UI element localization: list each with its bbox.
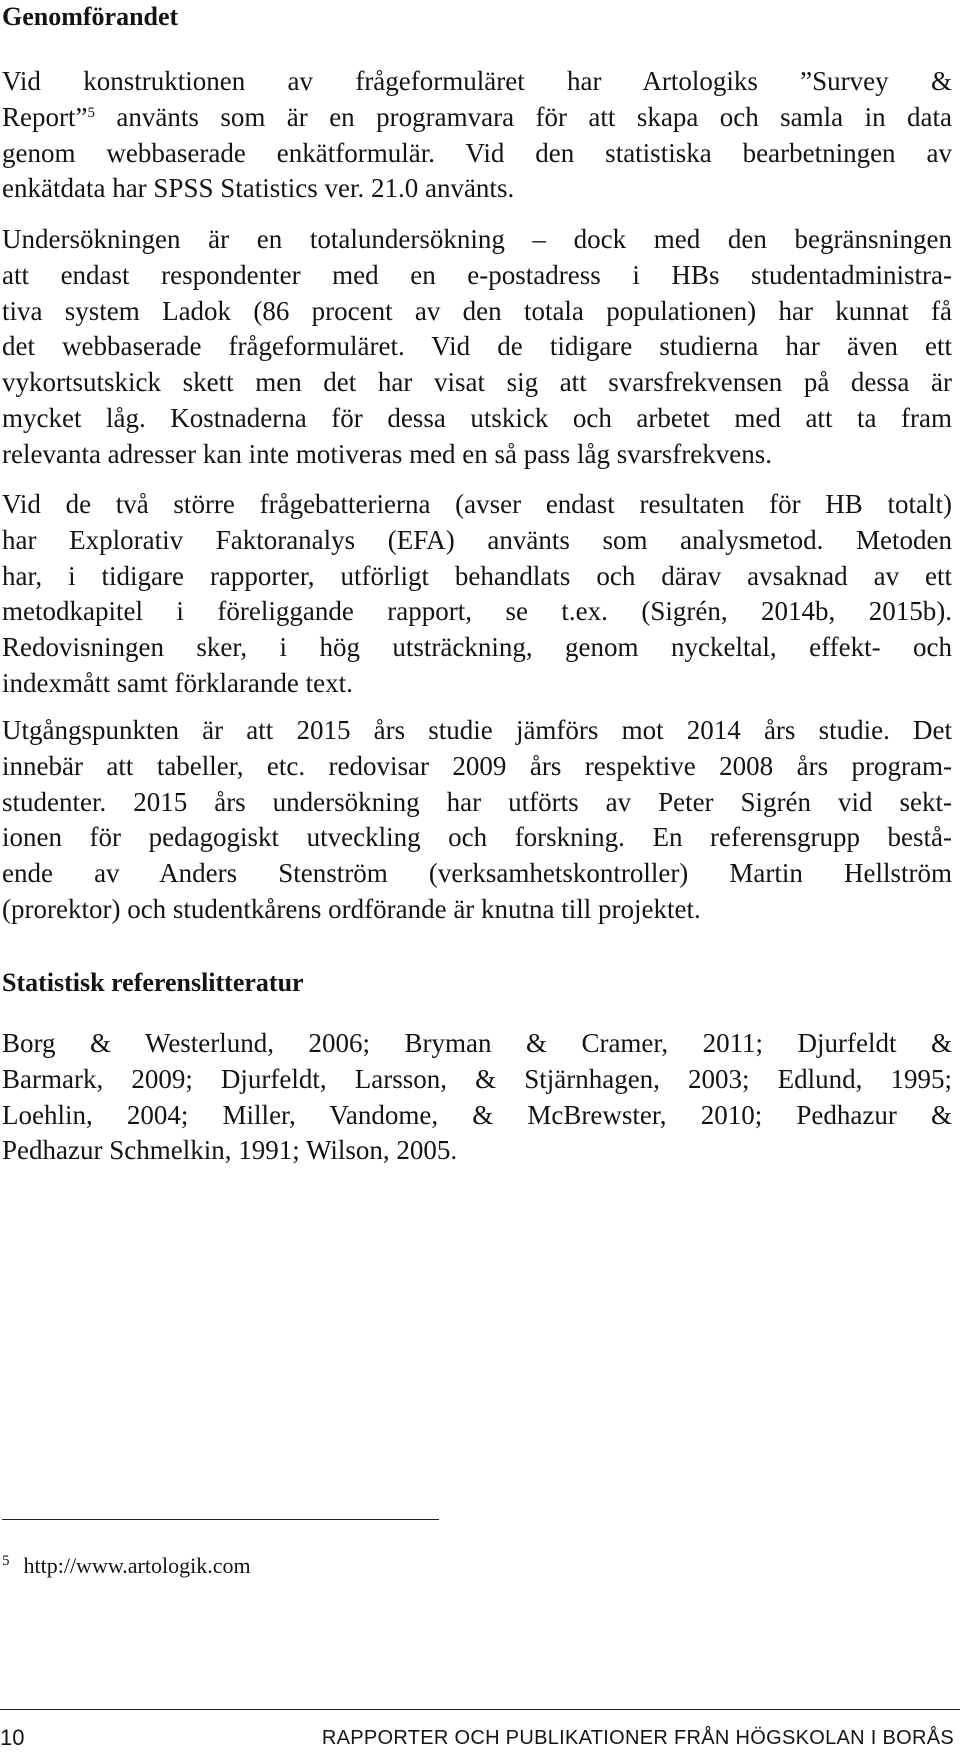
page-number: 10: [0, 1725, 25, 1750]
text-line: genom webbaserade enkätformulär. Vid den statistiska bearbetningen av: [2, 137, 952, 168]
text-line: Loehlin, 2004; Miller, Vandome, & McBrewster, 2010; Pedhazur &: [2, 1099, 952, 1130]
footnote-link[interactable]: http://www.artologik.com: [23, 1553, 251, 1578]
text-line: Utgångspunkten är att 2015 års studie jämförs mot 2014 års studie. Det: [2, 715, 952, 745]
paragraph-total-survey: [2, 222, 952, 473]
text-line: enkätdata har SPSS Statistics ver. 21.0 använts.: [2, 173, 515, 204]
text-line: (prorektor) och studentkårens ordförande är knutna till projektet.: [2, 893, 701, 924]
text-fragment: använts som är en programvara för att skapa och samla in data: [94, 101, 952, 132]
text-fragment: Report”: [2, 101, 88, 132]
text-line: innebär att tabeller, etc. redovisar 2009 års respektive 2008 års program-: [2, 750, 952, 781]
paragraph-survey-tool: [2, 64, 952, 207]
text-line: studenter. 2015 års undersökning har utförts av Peter Sigrén vid sekt-: [2, 786, 952, 817]
text-line: har, i tidigare rapporter, utförligt behandlats och därav avsaknad av ett: [2, 560, 952, 591]
paragraph-reference-list: [2, 1026, 952, 1169]
text-line: relevanta adresser kan inte motiveras med en så pass låg svarsfrekvens.: [2, 438, 772, 469]
text-line: indexmått samt förklarande text.: [2, 667, 353, 698]
text-line: mycket låg. Kostnaderna för dessa utskick och arbetet med att ta fram: [2, 402, 952, 433]
series-title: RAPPORTER OCH PUBLIKATIONER FRÅN HÖGSKOLAN I BORÅS: [321, 1727, 954, 1749]
footnote-number: 5: [2, 1553, 10, 1569]
text-line: Borg & Westerlund, 2006; Bryman & Cramer, 2011; Djurfeldt &: [2, 1028, 952, 1058]
text-line: ende av Anders Stenström (verksamhetskontroller) Martin Hellström: [2, 858, 952, 889]
footnote-reference[interactable]: 5: [87, 104, 95, 121]
text-line: [2, 100, 952, 136]
text-line: tiva system Ladok (86 procent av den totala populationen) har kunnat få: [2, 295, 952, 326]
footer-divider: [0, 1709, 960, 1710]
text-line: det webbaserade frågeformuläret. Vid de tidigare studierna har även ett: [2, 331, 952, 362]
text-line: Vid de två större frågebatterierna (avser endast resultaten för HB totalt): [2, 489, 952, 519]
text-line: vykortsutskick skett men det har visat sig att svarsfrekvensen på dessa är: [2, 367, 952, 398]
text-line: Vid konstruktionen av frågeformuläret har Artologiks ”Survey &: [2, 66, 952, 96]
footnote-divider: [2, 1519, 439, 1520]
text-line: metodkapitel i föreliggande rapport, se t.ex. (Sigrén, 2014b, 2015b).: [2, 596, 952, 627]
text-line: har Explorativ Faktoranalys (EFA) använts som analysmetod. Metoden: [2, 524, 952, 555]
text-line: ionen för pedagogiskt utveckling och forskning. En referensgrupp bestå-: [2, 822, 952, 853]
paragraph-starting-point: [2, 713, 952, 928]
section-heading-genomforandet: Genomförandet: [2, 2, 179, 31]
footnote: [2, 1551, 251, 1584]
text-line: Barmark, 2009; Djurfeldt, Larsson, & Stjärnhagen, 2003; Edlund, 1995;: [2, 1063, 952, 1094]
text-line: Pedhazur Schmelkin, 1991; Wilson, 2005.: [2, 1135, 458, 1166]
paragraph-factor-analysis: [2, 487, 952, 702]
text-line: Redovisningen sker, i hög utsträckning, genom nyckeltal, effekt- och: [2, 632, 952, 663]
text-line: att endast respondenter med en e-postadress i HBs studentadministra-: [2, 259, 952, 290]
section-heading-references: Statistisk referenslitteratur: [2, 968, 304, 997]
text-line: Undersökningen är en totalundersökning – dock med den begränsningen: [2, 224, 952, 254]
